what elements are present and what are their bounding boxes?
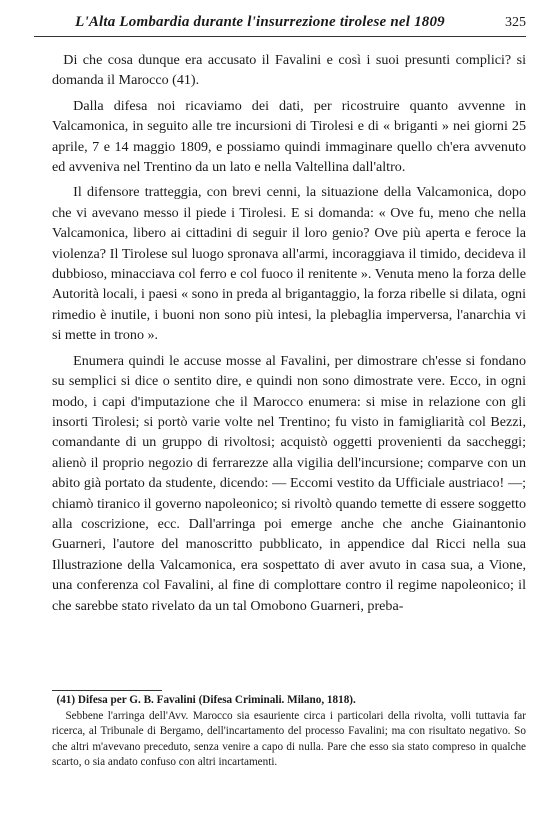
paragraph-question: Di che cosa dunque era accusato il Favalini e così i suoi presunti complici? si domanda il Marocco (41).: [52, 52, 526, 89]
footnote-divider: [52, 690, 162, 691]
footnote-text: Sebbene l'arringa dell'Avv. Marocco sia esauriente circa i particolari della rivolta, volli tuttavia far ricerca, al Tribunale di Bergamo, dell'incartamento del processo Favalini; ma con risultato negativo. So che altri m'avevano preceduto, senza venire a capo di nulla. Pare che esso sia stato compreso in qualche scarto, o sia andato confuso con altri incartamenti.: [52, 709, 526, 768]
footnote-heading: (41) Difesa per G. B. Favalini (Difesa Criminali. Milano, 1818).: [56, 694, 356, 706]
running-head: L'Alta Lombardia durante l'insurrezione tirolese nel 1809: [75, 14, 445, 30]
paragraph-accusations: Enumera quindi le accuse mosse al Favalini, per dimostrare ch'esse si fondano su semplici si dice o sentito dire, e quindi non sono dimostrate vere. Ecco, in ogni modo, i capi d'imputazione che il Marocco enumera: si mise in relazione con gli insorti Tirolesi; si portò varie volte nel Trentino; fu visto in famigliarità col Bezzi, comandante di un gruppo di rivoltosi; acquistò oggetti provenienti da saccheggi; alienò il proprio negozio di ferrarezze alla vigilia dell'incursione; comparve con un abito già portato da studente, dicendo: — Eccomi vestito da Ufficiale austriaco! —; chiamò tiranico il governo napoleonico; si rivoltò quando temette di essere soggetto alla coscrizione, ecc. Dall'arringa poi emerge anche che anche Giainantonio Guarneri, l'autore del manoscritto pubblicato, in appendice dal Ricci nella sua Illustrazione della Valcamonica, era sospettato di aver avuto in casa sua, a Vione, una conferenza col Favalini, al fine di complottare contro il regime napoleonico; il che sarebbe stato rivelato da un tal Omobono Guarneri, preba-: [52, 352, 526, 614]
paragraph-situation: Il difensore tratteggia, con brevi cenni, la situazione della Valcamonica, dopo che vi avevano messo il piede i Tirolesi. E si domanda: « Ove fu, meno che nella Valcamonica, libero ai cittadini di seguir il loro genio? Ove più aperta e feroce la violenza? Il Tirolese sul luogo spronava all'armi, incoraggiava il timido, decideva il dubbioso, minacciava col ferro e col fuoco il renitente ». Venuta meno la forza delle Autorità locali, i paesi « sono in preda al brigantaggio, la forza ribelle si dilata, ogni rimedio è inutile, i buoni non sono più intesi, la plebaglia imperversa, l'anarchia vi si mette in trono ».: [52, 184, 526, 344]
page-number: 325: [505, 15, 526, 30]
paragraph-defense-data: Dalla difesa noi ricaviamo dei dati, per ricostruire quanto avvenne in Valcamonica, in seguito alle tre incursioni di Tirolesi e di « briganti » nei giorni 25 aprile, 7 e 14 maggio 1809, e possiamo quindi immaginare quello ch'era avvenuto ed avveniva nel Trentino da un lato e nella Valtellina dall'altro.: [52, 97, 526, 176]
footnote: [52, 693, 526, 771]
body-text: [52, 50, 526, 621]
page-header: [34, 14, 526, 37]
